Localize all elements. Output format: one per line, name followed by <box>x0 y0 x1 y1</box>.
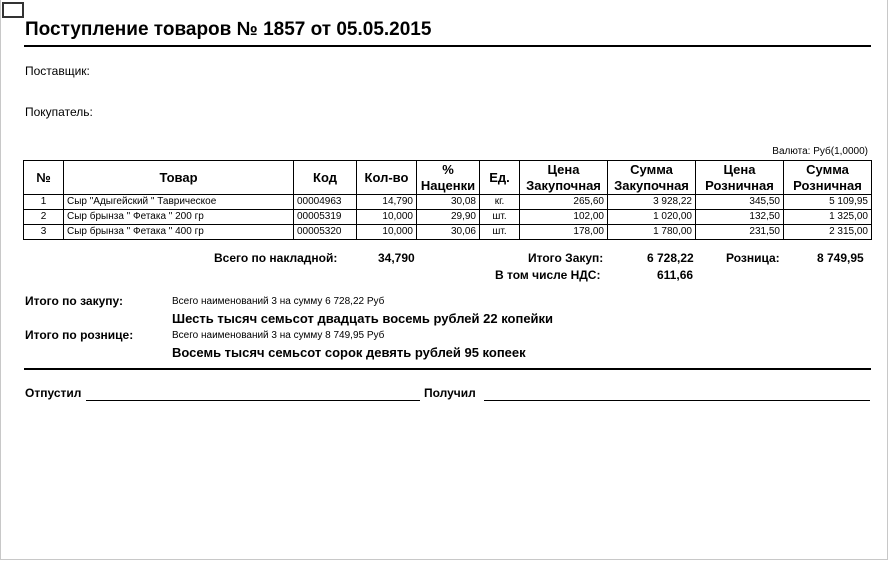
col-buy-sum-header: Сумма Закупочная <box>608 161 696 195</box>
table-header-row <box>24 161 872 195</box>
released-signature-line <box>86 400 420 401</box>
goods-table <box>23 160 872 240</box>
table-row <box>24 195 872 210</box>
cell-product: Сыр "Адыгейский " Таврическое <box>64 195 294 210</box>
cell-code: 00005320 <box>294 225 357 240</box>
cell-code: 00005319 <box>294 210 357 225</box>
cell-buy-sum: 3 928,22 <box>608 195 696 210</box>
buy-summary-label: Итого по закупу: <box>25 294 124 308</box>
table-row <box>24 225 872 240</box>
cell-retail-sum: 2 315,00 <box>784 225 872 240</box>
received-signature-line <box>484 400 870 401</box>
invoice-total-qty: 34,790 <box>378 251 415 265</box>
col-product-header: Товар <box>64 161 294 195</box>
cell-qty: 10,000 <box>357 210 417 225</box>
invoice-total-label: Всего по накладной: <box>214 251 338 265</box>
cell-product: Сыр брынза " Фетака " 200 гр <box>64 210 294 225</box>
col-markup-header: % Наценки <box>417 161 480 195</box>
buy-summary-line: Всего наименований 3 на сумму 6 728,22 Руб <box>172 296 385 307</box>
buy-total-label: Итого Закуп: <box>528 251 604 265</box>
cell-num: 3 <box>24 225 64 240</box>
cell-retail-sum: 5 109,95 <box>784 195 872 210</box>
cell-buy-sum: 1 020,00 <box>608 210 696 225</box>
cell-buy-sum: 1 780,00 <box>608 225 696 240</box>
retail-summary-words: Восемь тысяч семьсот сорок девять рублей 95 копеек <box>172 345 526 360</box>
cell-qty: 10,000 <box>357 225 417 240</box>
document-title: Поступление товаров № 1857 от 05.05.2015 <box>25 19 432 40</box>
col-num-header: № <box>24 161 64 195</box>
cell-num: 2 <box>24 210 64 225</box>
received-label: Получил <box>424 386 476 400</box>
retail-total-value: 8 749,95 <box>817 251 864 265</box>
cell-buy-price: 102,00 <box>520 210 608 225</box>
col-qty-header: Кол-во <box>357 161 417 195</box>
cell-retail-price: 345,50 <box>696 195 784 210</box>
vat-label: В том числе НДС: <box>495 268 601 282</box>
col-retail-sum-header: Сумма Розничная <box>784 161 872 195</box>
supplier-label: Поставщик: <box>25 64 90 78</box>
cell-unit: кг. <box>480 195 520 210</box>
cell-product: Сыр брынза " Фетака " 400 гр <box>64 225 294 240</box>
buyer-label: Покупатель: <box>25 105 93 119</box>
cell-markup: 30,08 <box>417 195 480 210</box>
col-buy-price-header: Цена Закупочная <box>520 161 608 195</box>
title-divider <box>24 45 871 47</box>
cell-buy-price: 178,00 <box>520 225 608 240</box>
cell-retail-price: 231,50 <box>696 225 784 240</box>
buy-total-value: 6 728,22 <box>647 251 694 265</box>
currency-label: Валюта: Руб(1,0000) <box>772 146 868 157</box>
cell-unit: шт. <box>480 210 520 225</box>
table-row <box>24 210 872 225</box>
window-corner-icon[interactable] <box>2 2 24 18</box>
retail-total-label: Розница: <box>726 251 780 265</box>
retail-summary-label: Итого по рознице: <box>25 328 134 342</box>
col-unit-header: Ед. <box>480 161 520 195</box>
retail-summary-line: Всего наименований 3 на сумму 8 749,95 Руб <box>172 330 385 341</box>
cell-retail-price: 132,50 <box>696 210 784 225</box>
cell-retail-sum: 1 325,00 <box>784 210 872 225</box>
cell-buy-price: 265,60 <box>520 195 608 210</box>
cell-num: 1 <box>24 195 64 210</box>
cell-markup: 29,90 <box>417 210 480 225</box>
cell-qty: 14,790 <box>357 195 417 210</box>
released-label: Отпустил <box>25 386 82 400</box>
cell-markup: 30,06 <box>417 225 480 240</box>
cell-code: 00004963 <box>294 195 357 210</box>
col-code-header: Код <box>294 161 357 195</box>
vat-value: 611,66 <box>657 268 694 282</box>
buy-summary-words: Шесть тысяч семьсот двадцать восемь рублей 22 копейки <box>172 311 554 326</box>
col-retail-price-header: Цена Розничная <box>696 161 784 195</box>
cell-unit: шт. <box>480 225 520 240</box>
signature-divider <box>24 368 871 370</box>
